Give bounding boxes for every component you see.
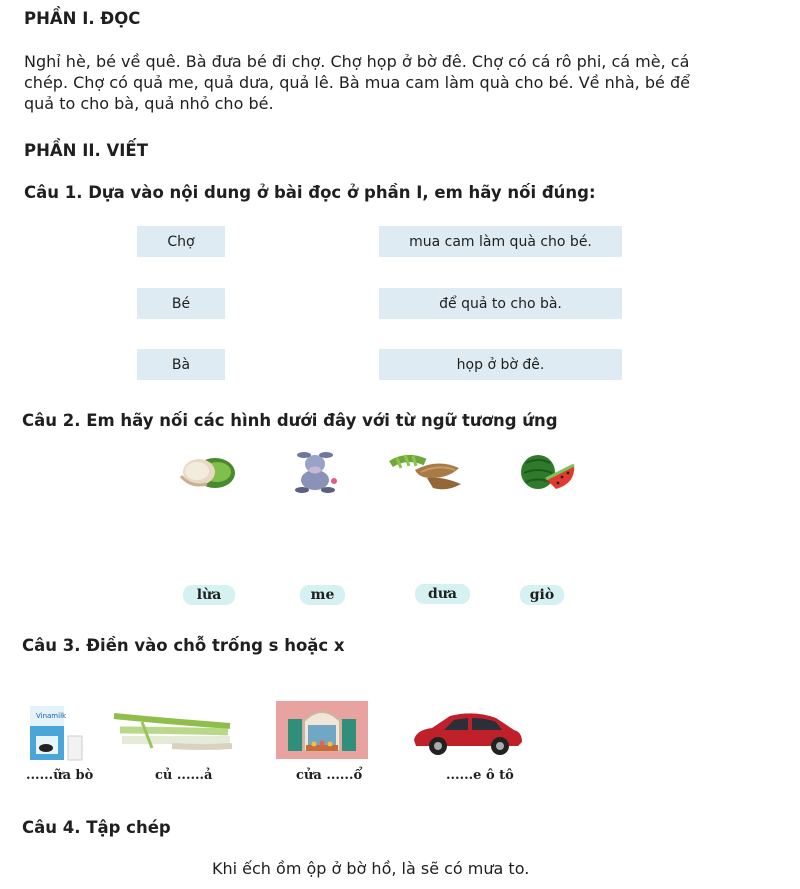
svg-text:Vinamilk: Vinamilk xyxy=(36,712,67,720)
paragraph-line: quả to cho bà, quả nhỏ cho bé. xyxy=(24,94,274,113)
lemongrass-icon[interactable] xyxy=(112,710,234,754)
q3-caption-cu-sa: củ ......ả xyxy=(155,768,213,783)
reading-paragraph xyxy=(24,51,690,114)
q1-left-cho[interactable]: Chợ xyxy=(137,226,225,257)
q3-caption-xe-o-to: ......e ô tô xyxy=(446,768,514,783)
q1-left-ba[interactable]: Bà xyxy=(137,349,225,380)
tamarind-icon[interactable] xyxy=(387,448,469,496)
q1-title: Câu 1. Dựa vào nội dung ở bài đọc ở phần I, em hãy nối đúng: xyxy=(24,183,596,202)
q4-title: Câu 4. Tập chép xyxy=(22,818,171,837)
q2-word-me[interactable]: me xyxy=(300,585,345,605)
q4-sentence: Khi ếch ồm ộp ở bờ hồ, là sẽ có mưa to. xyxy=(212,859,530,878)
q1-right-1[interactable]: mua cam làm quà cho bé. xyxy=(379,226,622,257)
q1-left-be[interactable]: Bé xyxy=(137,288,225,319)
window-icon[interactable] xyxy=(276,701,368,759)
part2-heading: PHẦN II. VIẾT xyxy=(24,141,148,160)
pork-roll-icon[interactable] xyxy=(175,448,237,494)
q3-caption-cua-so: cửa ......ổ xyxy=(296,768,363,783)
milk-carton-icon[interactable] xyxy=(28,700,86,762)
q3-caption-sua-bo: ......ữa bò xyxy=(26,768,94,783)
q2-word-lua[interactable]: lừa xyxy=(183,585,235,605)
q1-right-2[interactable]: để quả to cho bà. xyxy=(379,288,622,319)
car-icon[interactable] xyxy=(410,706,526,756)
q2-word-dua[interactable]: dưa xyxy=(415,584,470,604)
paragraph-line: Nghỉ hè, bé về quê. Bà đưa bé đi chợ. Chợ họp ở bờ đê. Chợ có cá rô phi, cá mè, cá xyxy=(24,52,690,71)
paragraph-line: chép. Chợ có quả me, quả dưa, quả lê. Bà mua cam làm quà cho bé. Về nhà, bé để xyxy=(24,73,690,92)
watermelon-icon[interactable] xyxy=(518,453,576,493)
part1-heading: PHẦN I. ĐỌC xyxy=(24,9,141,28)
q2-title: Câu 2. Em hãy nối các hình dưới đây với từ ngữ tương ứng xyxy=(22,411,558,430)
q3-title: Câu 3. Điền vào chỗ trống s hoặc x xyxy=(22,636,345,655)
donkey-icon[interactable] xyxy=(286,446,344,494)
q2-word-gio[interactable]: giò xyxy=(520,585,564,605)
q1-right-3[interactable]: họp ở bờ đê. xyxy=(379,349,622,380)
